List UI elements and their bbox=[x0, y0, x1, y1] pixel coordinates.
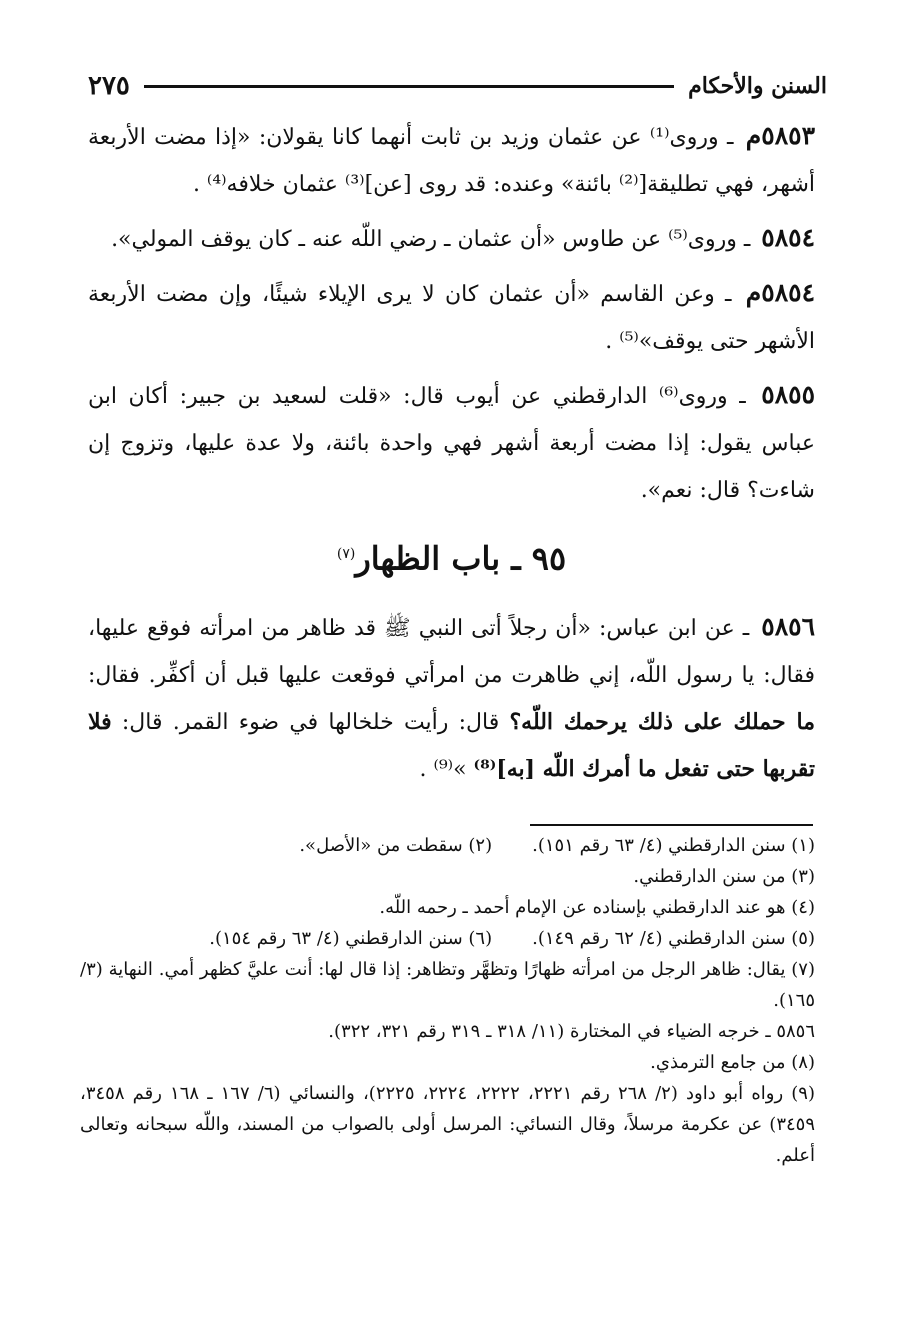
footnote-7: (٧) يقال: ظاهر الرجل من امرأته ظهارًا وتظهَّر وتظاهر: إذا قال لها: أنت عليَّ كظهر أمي. النهاية (٣/ ١٦٥). bbox=[80, 959, 815, 1011]
running-title: السنن والأحكام bbox=[688, 73, 827, 99]
header-rule bbox=[144, 85, 674, 88]
footnote-2: (٢) سقطت من «الأصل». bbox=[299, 835, 493, 856]
entry-5854m bbox=[88, 269, 815, 365]
entry-5855 bbox=[88, 371, 815, 514]
footnote-8: (٨) من جامع الترمذي. bbox=[650, 1052, 815, 1073]
entry-5856 bbox=[88, 603, 815, 793]
footnote-1: (١) سنن الدارقطني (٤/ ٦٣ رقم ١٥١). bbox=[532, 835, 815, 856]
entry-text: ـ عن ابن عباس: «أن رجلاً أتى النبي ﷺ قد ظاهر من امرأته فوقع عليها، فقال: يا رسول اللّه، إني ظاهرت من امرأتي فوقعت عليها قبل أن أكفِّر. فقال: bbox=[88, 615, 815, 688]
footnote-row bbox=[80, 923, 815, 954]
entry-text: قال: رأيت خلخالها في ضوء القمر. قال: bbox=[111, 709, 510, 735]
entry-5853m bbox=[88, 112, 815, 208]
page-header bbox=[88, 66, 827, 106]
footnote-row bbox=[80, 830, 815, 861]
entry-number: ٥٨٥٥ bbox=[761, 380, 815, 409]
entry-number: ٥٨٥٤ bbox=[761, 223, 815, 252]
entry-text: »⁽⁹⁾ . bbox=[419, 756, 474, 782]
entry-number: ٥٨٥٤م bbox=[745, 278, 815, 307]
chapter-title: ٩٥ ـ باب الظهار bbox=[355, 539, 567, 578]
main-text bbox=[88, 112, 815, 799]
footnote-6: (٦) سنن الدارقطني (٤/ ٦٣ رقم ١٥٤). bbox=[209, 928, 493, 949]
entry-text: ـ وروى⁽¹⁾ عن عثمان وزيد بن ثابت أنهما كانا يقولان: «إذا مضت الأربعة أشهر، فهي تطليقة[⁽²⁾ بائنة» وعنده: قد روى [عن]⁽³⁾ عثمان خلافه⁽⁴⁾ . bbox=[88, 125, 815, 197]
page-number: ٢٧٥ bbox=[88, 71, 130, 101]
chapter-heading bbox=[88, 532, 815, 581]
footnote-3: (٣) من سنن الدارقطني. bbox=[633, 866, 815, 887]
chapter-note-marker: (٧) bbox=[336, 546, 356, 562]
footnotes bbox=[80, 830, 815, 1171]
footnote-9: (٩) رواه أبو داود (٢/ ٢٦٨ رقم ٢٢٢١، ٢٢٢٢، ٢٢٢٤، ٢٢٢٥)، والنسائي (٦/ ١٦٧ ـ ١٦٨ رقم ٣٤٥٨، ٣٤٥٩) عن عكرمة مرسلاً، وقال النسائي: المرسل أولى بالصواب من المسند، واللّه سبحانه وتعالى أعلم. bbox=[80, 1083, 815, 1166]
footnote-5: (٥) سنن الدارقطني (٤/ ٦٢ رقم ١٤٩). bbox=[532, 928, 815, 949]
footnote-5856: ٥٨٥٦ ـ خرجه الضياء في المختارة (١١/ ٣١٨ ـ ٣١٩ رقم ٣٢١، ٣٢٢). bbox=[328, 1021, 815, 1042]
entry-text: ـ وروى⁽⁵⁾ عن طاوس «أن عثمان ـ رضي اللّه عنه ـ كان يوقف المولي». bbox=[111, 227, 758, 252]
footnote-separator bbox=[530, 824, 813, 826]
footnote-4: (٤) هو عند الدارقطني بإسناده عن الإمام أحمد ـ رحمه اللّه. bbox=[379, 897, 815, 918]
entry-number: ٥٨٥٣م bbox=[745, 121, 815, 150]
hadith-quote: فلا تقربها حتى تفعل ما أمرك اللّه [به]⁽⁸⁾ bbox=[88, 708, 815, 782]
entry-text: ـ وعن القاسم «أن عثمان كان لا يرى الإيلاء شيئًا، وإن مضت الأربعة الأشهر حتى يوقف»⁽⁵⁾ . bbox=[88, 282, 815, 354]
hadith-quote: ما حملك على ذلك يرحمك اللّه؟ bbox=[509, 708, 815, 735]
entry-5854 bbox=[88, 214, 815, 263]
entry-number: ٥٨٥٦ bbox=[761, 611, 815, 641]
entry-text: ـ وروى⁽⁶⁾ الدارقطني عن أيوب قال: «قلت لسعيد بن جبير: أكان ابن عباس يقول: إذا مضت أربعة أشهر فهي واحدة بائنة، ولا عدة عليها، وتزوج إن شاءت؟ قال: نعم». bbox=[88, 384, 815, 503]
